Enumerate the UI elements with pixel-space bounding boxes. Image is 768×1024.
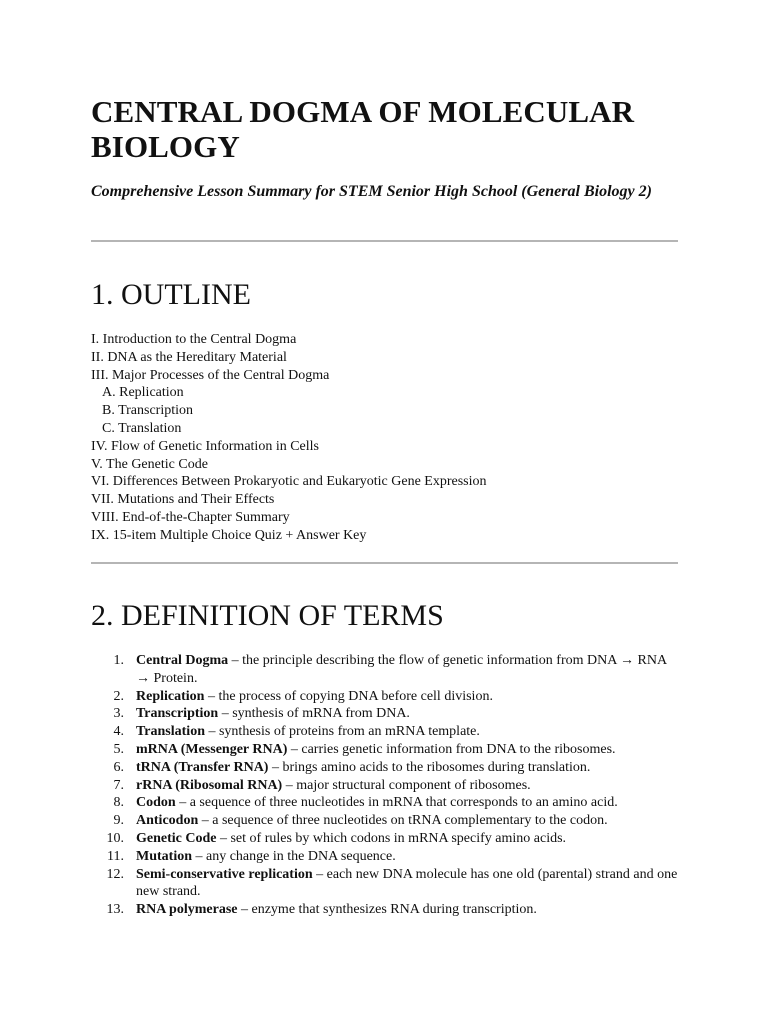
term-name: Replication bbox=[136, 688, 205, 704]
document-subtitle: Comprehensive Lesson Summary for STEM Senior High School (General Biology 2) bbox=[91, 183, 652, 200]
term-name: Translation bbox=[136, 724, 205, 740]
term-number: 8. bbox=[113, 795, 124, 811]
term-name: Genetic Code bbox=[136, 830, 217, 846]
term-item bbox=[91, 866, 678, 902]
term-definition: – synthesis of mRNA from DNA. bbox=[218, 706, 410, 722]
outline-item: I. Introduction to the Central Dogma bbox=[91, 332, 297, 347]
term-name: mRNA (Messenger RNA) bbox=[136, 741, 288, 757]
term-item bbox=[91, 705, 678, 723]
term-name: Semi-conservative replication bbox=[136, 866, 313, 882]
term-definition: – carries genetic information from DNA to the ribosomes. bbox=[287, 741, 616, 757]
term-definition: – set of rules by which codons in mRNA specify amino acids. bbox=[216, 830, 567, 846]
term-name: rRNA (Ribosomal RNA) bbox=[136, 777, 283, 793]
terms-heading: 2. DEFINITION OF TERMS bbox=[91, 599, 444, 632]
outline-item: IX. 15-item Multiple Choice Quiz + Answer Key bbox=[91, 527, 367, 543]
term-definition: – brings amino acids to the ribosomes during translation. bbox=[268, 759, 591, 775]
term-number: 3. bbox=[113, 706, 124, 722]
term-number: 11. bbox=[107, 848, 124, 864]
term-number: 5. bbox=[113, 741, 124, 757]
outline-list bbox=[91, 331, 678, 545]
term-number: 10. bbox=[106, 830, 124, 846]
term-number: 9. bbox=[113, 813, 124, 829]
section-divider bbox=[91, 240, 678, 242]
term-number: 7. bbox=[113, 777, 124, 793]
term-definition: – enzyme that synthesizes RNA during transcription. bbox=[237, 902, 537, 918]
section-divider bbox=[91, 562, 678, 564]
outline-item: VI. Differences Between Prokaryotic and Eukaryotic Gene Expression bbox=[91, 474, 487, 490]
term-definition: – a sequence of three nucleotides in mRNA that corresponds to an amino acid. bbox=[175, 795, 618, 811]
terms-list bbox=[91, 652, 678, 919]
term-number: 4. bbox=[113, 724, 124, 740]
term-definition: – synthesis of proteins from an mRNA template. bbox=[204, 724, 480, 740]
outline-subitem: A. Replication bbox=[102, 385, 184, 401]
term-item bbox=[91, 812, 678, 830]
term-name: tRNA (Transfer RNA) bbox=[136, 759, 269, 775]
term-name: RNA polymerase bbox=[136, 902, 238, 918]
outline-item: VII. Mutations and Their Effects bbox=[91, 492, 275, 508]
term-name: Codon bbox=[136, 795, 176, 811]
outline-heading: 1. OUTLINE bbox=[91, 278, 251, 311]
term-item bbox=[91, 652, 678, 688]
term-number: 1. bbox=[113, 653, 124, 668]
term-definition: – any change in the DNA sequence. bbox=[192, 848, 396, 864]
term-definition: – a sequence of three nucleotides on tRNA complementary to the codon. bbox=[198, 813, 608, 829]
document-title: CENTRAL DOGMA OF MOLECULAR BIOLOGY bbox=[91, 94, 635, 164]
term-item bbox=[91, 830, 678, 848]
term-number: 13. bbox=[106, 902, 124, 918]
outline-subitem: C. Translation bbox=[102, 420, 182, 436]
term-definition: – the principle describing the flow of genetic information from DNA → RNA → Protein. bbox=[136, 653, 667, 686]
term-item bbox=[91, 723, 678, 741]
term-item bbox=[91, 741, 678, 759]
term-number: 12. bbox=[106, 866, 124, 882]
term-item bbox=[91, 901, 678, 919]
outline-subitem: B. Transcription bbox=[102, 403, 194, 419]
term-item bbox=[91, 794, 678, 812]
term-name: Anticodon bbox=[136, 813, 199, 829]
term-name: Transcription bbox=[136, 706, 219, 722]
term-item bbox=[91, 848, 678, 866]
term-number: 6. bbox=[113, 759, 124, 775]
term-definition: – each new DNA molecule has one old (parental) strand and one new strand. bbox=[136, 866, 678, 900]
term-definition: – the process of copying DNA before cell division. bbox=[204, 688, 493, 704]
term-definition: – major structural component of ribosomes. bbox=[282, 777, 531, 793]
term-number: 2. bbox=[113, 688, 124, 704]
term-item bbox=[91, 688, 678, 706]
outline-item: IV. Flow of Genetic Information in Cells bbox=[91, 438, 319, 454]
term-item bbox=[91, 759, 678, 777]
outline-item: II. DNA as the Hereditary Material bbox=[91, 349, 287, 365]
outline-item: VIII. End-of-the-Chapter Summary bbox=[91, 509, 290, 525]
outline-item: V. The Genetic Code bbox=[91, 456, 208, 472]
outline-item: III. Major Processes of the Central Dogma bbox=[91, 367, 330, 383]
term-item bbox=[91, 777, 678, 795]
term-name: Central Dogma bbox=[136, 653, 229, 668]
term-name: Mutation bbox=[136, 848, 192, 864]
